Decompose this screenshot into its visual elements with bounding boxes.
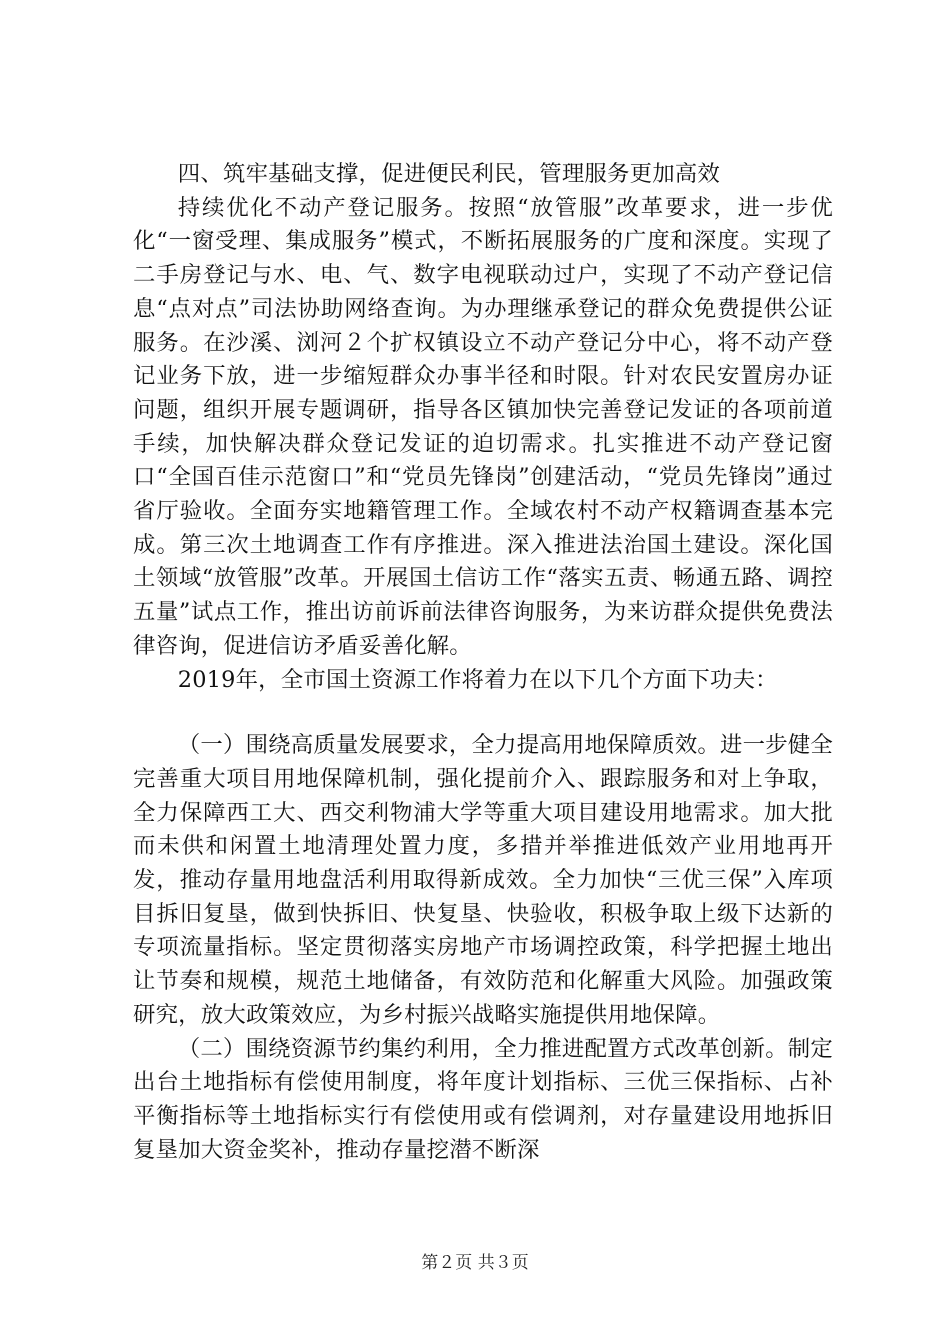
paragraph-item-two: （二）围绕资源节约集约利用，全力推进配置方式改革创新。制定出台土地指标有偿使用制度，将年度计划指标、三优三保指标、占补平衡指标等土地指标实行有偿使用或有偿调剂，对存量建设用地拆旧复垦加大资金奖补，推动存量挖潜不断深 [133, 1035, 833, 1163]
document-body [133, 158, 833, 1167]
paragraph-2019-intro: 2019年，全市国土资源工作将着力在以下几个方面下功夫： [177, 666, 778, 693]
paragraph-registration-service: 持续优化不动产登记服务。按照“放管服”改革要求，进一步优化“一窗受理、集成服务”模式，不断拓展服务的广度和深度。实现了二手房登记与水、电、气、数字电视联动过户，实现了不动产登记信息“点对点”司法协助网络查询。为办理继承登记的群众免费提供公证服务。在沙溪、浏河２个扩权镇设立不动产登记分中心，将不动产登记业务下放，进一步缩短群众办事半径和时限。针对农民安置房办证问题，组织开展专题调研，指导各区镇加快完善登记发证的各项前道手续，加快解决群众登记发证的迫切需求。扎实推进不动产登记窗口“全国百佳示范窗口”和“党员先锋岗”创建活动，“党员先锋岗”通过省厅验收。全面夯实地籍管理工作。全域农村不动产权籍调查基本完成。第三次土地调查工作有序推进。深入推进法治国土建设。深化国土领域“放管服”改革。开展国土信访工作“落实五责、畅通五路、调控五量”试点工作，推出访前诉前法律咨询服务，为来访群众提供免费法律咨询，促进信访矛盾妥善化解。 [133, 194, 833, 659]
paragraph-item-one: （一）围绕高质量发展要求，全力提高用地保障质效。进一步健全完善重大项目用地保障机制，强化提前介入、跟踪服务和对上争取，全力保障西工大、西交利物浦大学等重大项目建设用地需求。加大批而未供和闲置土地清理处置力度，多措并举推进低效产业用地再开发，推动存量用地盘活利用取得新成效。全力加快“三优三保”入库项目拆旧复垦，做到快拆旧、快复垦、快验收，积极争取上级下达新的专项流量指标。坚定贯彻落实房地产市场调控政策，科学把握土地出让节奏和规模，规范土地储备，有效防范和化解重大风险。加强政策研究，放大政策效应，为乡村振兴战略实施提供用地保障。 [133, 732, 833, 1028]
section-heading: 四、筑牢基础支撑，促进便民利民，管理服务更加高效 [177, 161, 720, 187]
page-footer: 第２页 共３页 [421, 1253, 529, 1273]
